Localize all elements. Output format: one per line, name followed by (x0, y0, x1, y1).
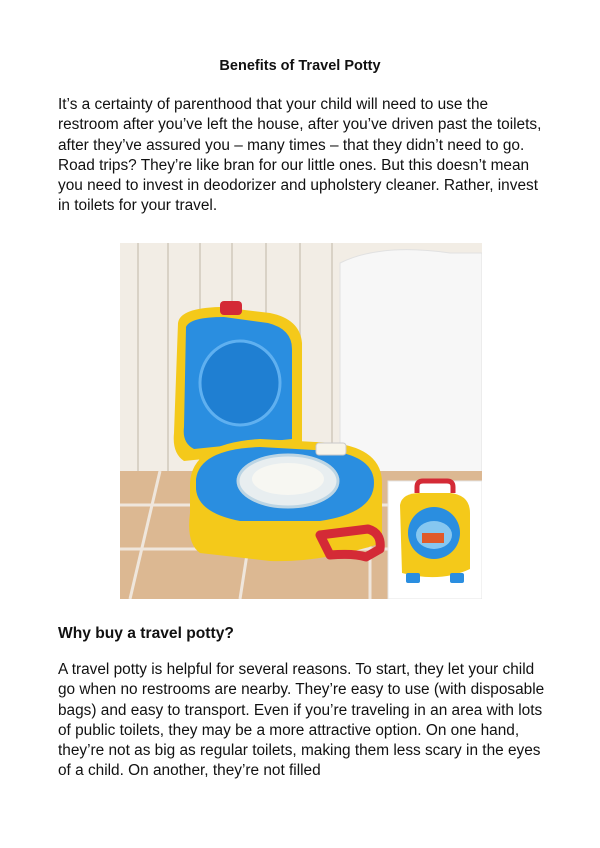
section-paragraph: A travel potty is helpful for several reasons. To start, they let your child go when no restrooms are nearby. They’re easy to use (with disposable bags) and easy to transport. Even if you’re traveling in an area with lots of public toilets, they may be a more attractive option. On one hand, they’re not as big as regular toilets, making them less scary in the eyes of a child. On another, they’re not filled (58, 661, 545, 780)
document-title: Benefits of Travel Potty (219, 58, 381, 74)
section-heading: Why buy a travel potty? (58, 625, 234, 642)
travel-potty-photo (120, 243, 482, 599)
intro-paragraph: It’s a certainty of parenthood that your child will need to use the restroom after you’ve left the house, after you’ve driven past the toilets, after they’ve assured you – many times – that they didn’t need to go. Road trips? They’re like bran for our little ones. But this doesn’t mean you need to invest in deodorizer and upholstery cleaner. Rather, invest in toilets for your travel. (58, 96, 542, 215)
